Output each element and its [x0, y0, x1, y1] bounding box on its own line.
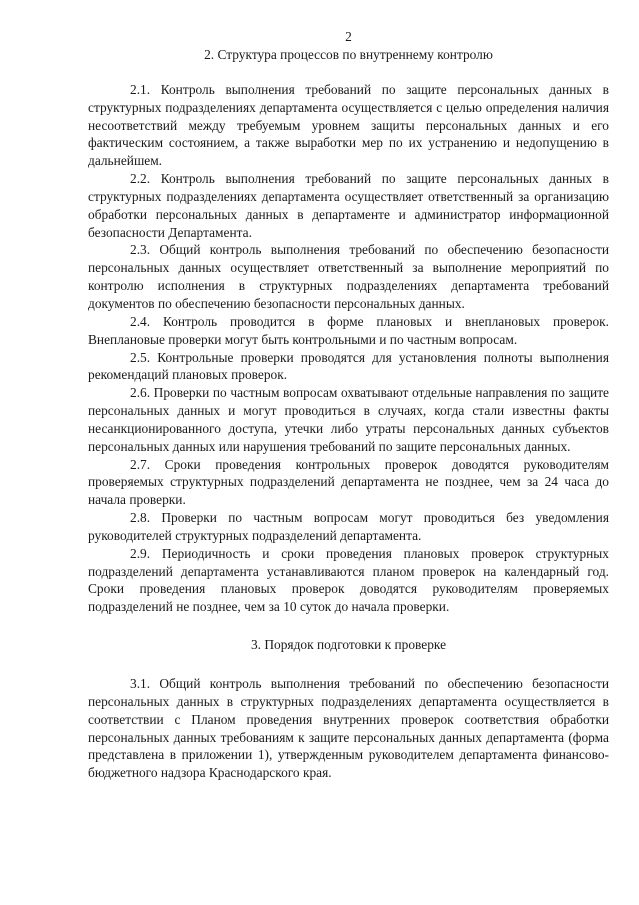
paragraph-2-4: 2.4. Контроль проводится в форме плановых и внеплановых проверок. Внеплановые проверки могут быть контрольными и по частным вопросам.: [88, 313, 609, 347]
paragraph-2-6: 2.6. Проверки по частным вопросам охватывают отдельные направления по защите персональных данных и могут проводиться в случаях, когда стали известны факты несанкционированного доступа, утечки либо утраты персональных данных субъектов персональных данных или нарушения требований по защите персональных данных.: [88, 385, 609, 454]
section-title-structure: 2. Структура процессов по внутреннему контролю: [204, 47, 493, 62]
document-page: [88, 28, 609, 782]
paragraph-2-3: 2.3. Общий контроль выполнения требований по обеспечению безопасности персональных данных осуществляет ответственный за выполнение мероприятий по контролю исполнения в структурных подразделениях департамента требований документов по обеспечению безопасности персональных данных.: [88, 242, 609, 311]
page-number: 2: [345, 29, 352, 44]
paragraph-3-1: 3.1. Общий контроль выполнения требований по обеспечению безопасности персональных данных в структурных подразделениях департамента осуществляется в соответствии с Планом проведения внутренних проверок соответствия обработки персональных данных требованиям к защите персональных данных департамента (форма представлена в приложении 1), утвержденным руководителем департамента финансово-бюджетного надзора Краснодарского края.: [88, 676, 609, 781]
paragraph-2-7: 2.7. Сроки проведения контрольных проверок доводятся руководителям проверяемых структурных подразделений департамента не позднее, чем за 24 часа до начала проверки.: [88, 456, 609, 508]
spacer: [88, 616, 609, 636]
spacer: [88, 654, 609, 675]
paragraph-2-2: 2.2. Контроль выполнения требований по защите персональных данных в структурных подразделениях департамента осуществляет ответственный за организацию обработки персональных данных в департаменте и администратор информационной безопасности Департамента.: [88, 171, 609, 240]
paragraph-2-5: 2.5. Контрольные проверки проводятся для установления полноты выполнения рекомендаций плановых проверок.: [88, 349, 609, 383]
paragraph-2-1: 2.1. Контроль выполнения требований по защите персональных данных в структурных подразделениях департамента осуществляется с целью определения наличия несоответствий между требуемым уровнем защиты персональных данных и его фактическим состоянием, а также выработки мер по их устранению и недопущению в дальнейшем.: [88, 81, 609, 169]
paragraph-2-8: 2.8. Проверки по частным вопросам могут проводиться без уведомления руководителей структурных подразделений департамента.: [88, 510, 609, 543]
section-title-preparation: 3. Порядок подготовки к проверке: [250, 637, 447, 653]
paragraph-2-9: 2.9. Периодичность и сроки проведения плановых проверок структурных подразделений департамента устанавливаются планом проверок на календарный год. Сроки проведения плановых проверок доводятся руководителям проверяемых подразделений не позднее, чем за 10 суток до начала проверки.: [88, 545, 609, 615]
spacer: [88, 64, 609, 81]
